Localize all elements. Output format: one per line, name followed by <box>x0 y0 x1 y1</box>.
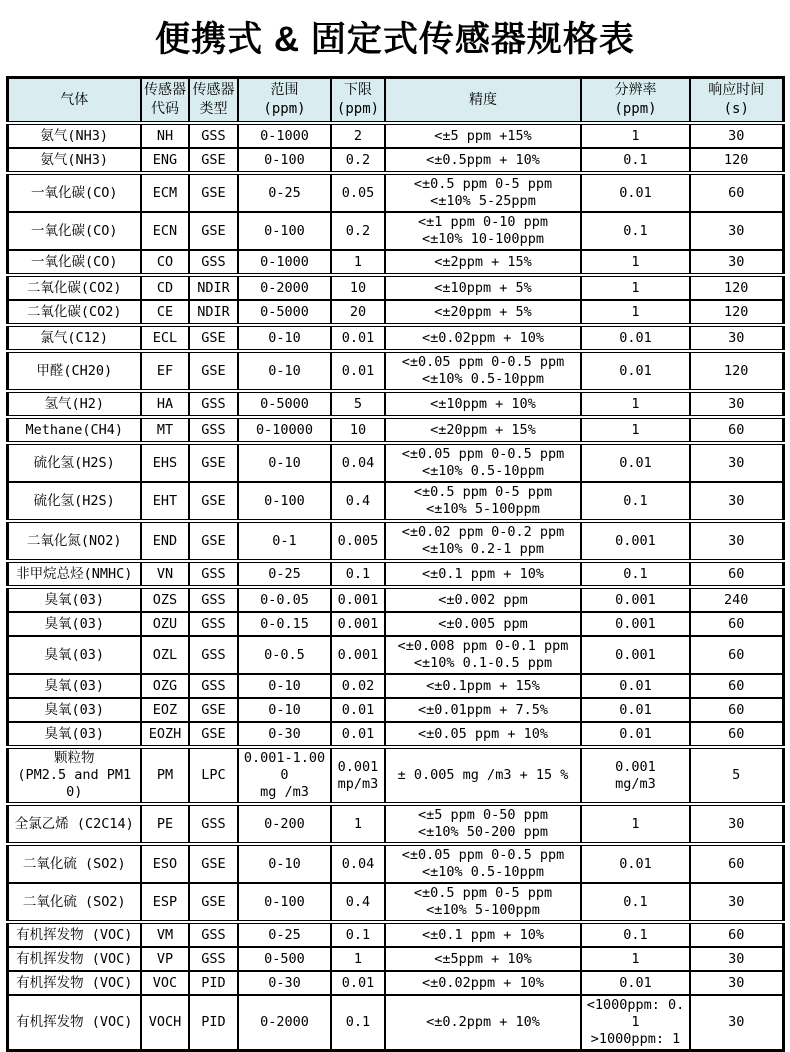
cell-gas: 二氧化硫 (SO2) <box>7 844 141 883</box>
column-header-lower-limit: 下限 (ppm) <box>331 78 385 124</box>
table-row <box>7 561 783 587</box>
cell-accuracy: <±0.2ppm + 10% <box>385 995 581 1051</box>
cell-resolution: 1 <box>581 300 690 325</box>
cell-response-time: 120 <box>690 275 783 300</box>
cell-sensor-type: GSE <box>189 698 238 722</box>
table-row <box>7 722 783 747</box>
cell-resolution: 1 <box>581 417 690 443</box>
cell-lower-limit: 1 <box>331 804 385 844</box>
cell-resolution: 1 <box>581 275 690 300</box>
cell-sensor-code: ECM <box>141 173 189 212</box>
cell-gas: 有机挥发物 (VOC) <box>7 922 141 947</box>
table-row <box>7 947 783 971</box>
table-row <box>7 212 783 250</box>
cell-sensor-code: EHT <box>141 482 189 521</box>
cell-sensor-code: CE <box>141 300 189 325</box>
cell-lower-limit: 0.2 <box>331 212 385 250</box>
cell-response-time: 60 <box>690 844 783 883</box>
cell-sensor-code: ECN <box>141 212 189 250</box>
cell-lower-limit: 0.02 <box>331 674 385 698</box>
cell-sensor-code: EF <box>141 351 189 391</box>
cell-accuracy: <±0.01ppm + 7.5% <box>385 698 581 722</box>
cell-accuracy: <±2ppm + 15% <box>385 250 581 275</box>
cell-response-time: 30 <box>690 325 783 351</box>
cell-sensor-type: GSE <box>189 173 238 212</box>
cell-sensor-type: GSS <box>189 250 238 275</box>
cell-accuracy: <±20ppm + 5% <box>385 300 581 325</box>
cell-accuracy: <±5 ppm +15% <box>385 123 581 148</box>
table-row <box>7 922 783 947</box>
cell-response-time: 30 <box>690 482 783 521</box>
cell-sensor-code: VOCH <box>141 995 189 1051</box>
cell-resolution: 0.1 <box>581 212 690 250</box>
cell-response-time: 120 <box>690 148 783 173</box>
table-row <box>7 674 783 698</box>
column-header-resolution: 分辨率 (ppm) <box>581 78 690 124</box>
cell-range: 0-10 <box>238 698 331 722</box>
cell-lower-limit: 10 <box>331 417 385 443</box>
cell-lower-limit: 0.04 <box>331 443 385 482</box>
cell-accuracy: <±0.005 ppm <box>385 612 581 636</box>
cell-response-time: 5 <box>690 747 783 804</box>
header-row <box>7 78 783 124</box>
cell-range: 0-2000 <box>238 995 331 1051</box>
cell-sensor-code: PE <box>141 804 189 844</box>
cell-accuracy: <±0.5ppm + 10% <box>385 148 581 173</box>
cell-resolution: 0.01 <box>581 351 690 391</box>
cell-accuracy: <±1 ppm 0-10 ppm <±10% 10-100ppm <box>385 212 581 250</box>
cell-gas: 二氧化碳(CO2) <box>7 275 141 300</box>
table-row <box>7 587 783 612</box>
cell-accuracy: <±0.1 ppm + 10% <box>385 561 581 587</box>
table-row <box>7 521 783 561</box>
cell-range: 0-25 <box>238 922 331 947</box>
table-row <box>7 148 783 173</box>
cell-gas: 二氧化氮(NO2) <box>7 521 141 561</box>
cell-response-time: 60 <box>690 674 783 698</box>
cell-accuracy: <±0.05 ppm 0-0.5 ppm <±10% 0.5-10ppm <box>385 844 581 883</box>
cell-accuracy: <±10ppm + 5% <box>385 275 581 300</box>
cell-range: 0-100 <box>238 212 331 250</box>
cell-resolution: <1000ppm: 0.1 >1000ppm: 1 <box>581 995 690 1051</box>
cell-gas: 臭氧(03) <box>7 674 141 698</box>
cell-response-time: 120 <box>690 300 783 325</box>
column-header-sensor-type: 传感器 类型 <box>189 78 238 124</box>
cell-resolution: 0.001 mg/m3 <box>581 747 690 804</box>
cell-resolution: 0.001 <box>581 636 690 674</box>
cell-resolution: 1 <box>581 804 690 844</box>
cell-response-time: 30 <box>690 212 783 250</box>
cell-lower-limit: 0.1 <box>331 922 385 947</box>
cell-resolution: 0.01 <box>581 844 690 883</box>
cell-gas: 臭氧(03) <box>7 722 141 747</box>
cell-gas: 臭氧(03) <box>7 612 141 636</box>
cell-accuracy: ± 0.005 mg /m3 + 15 % <box>385 747 581 804</box>
cell-range: 0-10 <box>238 351 331 391</box>
cell-range: 0-10 <box>238 325 331 351</box>
cell-lower-limit: 1 <box>331 947 385 971</box>
cell-sensor-type: GSE <box>189 148 238 173</box>
cell-lower-limit: 0.01 <box>331 325 385 351</box>
cell-sensor-code: EHS <box>141 443 189 482</box>
cell-resolution: 1 <box>581 391 690 417</box>
cell-lower-limit: 20 <box>331 300 385 325</box>
cell-response-time: 60 <box>690 698 783 722</box>
cell-lower-limit: 0.4 <box>331 883 385 922</box>
cell-sensor-code: OZL <box>141 636 189 674</box>
cell-lower-limit: 2 <box>331 123 385 148</box>
cell-response-time: 30 <box>690 391 783 417</box>
cell-lower-limit: 1 <box>331 250 385 275</box>
cell-response-time: 60 <box>690 173 783 212</box>
cell-sensor-type: GSS <box>189 947 238 971</box>
cell-gas: 有机挥发物 (VOC) <box>7 947 141 971</box>
cell-lower-limit: 0.01 <box>331 971 385 995</box>
cell-range: 0-5000 <box>238 391 331 417</box>
cell-resolution: 0.01 <box>581 674 690 698</box>
cell-resolution: 0.01 <box>581 971 690 995</box>
cell-sensor-type: GSE <box>189 844 238 883</box>
cell-sensor-type: GSS <box>189 612 238 636</box>
cell-response-time: 30 <box>690 123 783 148</box>
cell-gas: 一氧化碳(CO) <box>7 250 141 275</box>
cell-accuracy: <±0.002 ppm <box>385 587 581 612</box>
cell-sensor-type: PID <box>189 971 238 995</box>
cell-sensor-type: GSS <box>189 417 238 443</box>
spec-table <box>6 76 785 1052</box>
cell-gas: 全氯乙烯 (C2C14) <box>7 804 141 844</box>
table-row <box>7 443 783 482</box>
cell-response-time: 30 <box>690 250 783 275</box>
table-row <box>7 173 783 212</box>
table-row <box>7 391 783 417</box>
page-title: 便携式 & 固定式传感器规格表 <box>155 20 635 59</box>
cell-lower-limit: 0.04 <box>331 844 385 883</box>
cell-range: 0-25 <box>238 561 331 587</box>
table-row <box>7 351 783 391</box>
cell-gas: 硫化氢(H2S) <box>7 482 141 521</box>
cell-accuracy: <±5ppm + 10% <box>385 947 581 971</box>
table-row <box>7 698 783 722</box>
cell-resolution: 0.1 <box>581 922 690 947</box>
column-header-sensor-code: 传感器 代码 <box>141 78 189 124</box>
cell-sensor-type: GSE <box>189 722 238 747</box>
cell-lower-limit: 0.001 <box>331 587 385 612</box>
cell-sensor-code: OZG <box>141 674 189 698</box>
cell-range: 0-1000 <box>238 250 331 275</box>
cell-lower-limit: 0.4 <box>331 482 385 521</box>
cell-sensor-type: GSE <box>189 482 238 521</box>
cell-sensor-code: VOC <box>141 971 189 995</box>
cell-lower-limit: 0.05 <box>331 173 385 212</box>
cell-accuracy: <±5 ppm 0-50 ppm <±10% 50-200 ppm <box>385 804 581 844</box>
cell-resolution: 0.001 <box>581 521 690 561</box>
cell-gas: 氨气(NH3) <box>7 148 141 173</box>
cell-response-time: 60 <box>690 612 783 636</box>
table-row <box>7 275 783 300</box>
cell-accuracy: <±0.02ppm + 10% <box>385 325 581 351</box>
cell-range: 0-10 <box>238 443 331 482</box>
cell-gas: 氢气(H2) <box>7 391 141 417</box>
column-header-accuracy: 精度 <box>385 78 581 124</box>
table-row <box>7 123 783 148</box>
cell-gas: Methane(CH4) <box>7 417 141 443</box>
cell-response-time: 30 <box>690 804 783 844</box>
cell-accuracy: <±0.1ppm + 15% <box>385 674 581 698</box>
cell-lower-limit: 0.01 <box>331 722 385 747</box>
cell-sensor-type: GSE <box>189 325 238 351</box>
cell-sensor-code: CD <box>141 275 189 300</box>
cell-response-time: 60 <box>690 722 783 747</box>
cell-accuracy: <±0.05 ppm 0-0.5 ppm <±10% 0.5-10ppm <box>385 351 581 391</box>
cell-resolution: 0.001 <box>581 612 690 636</box>
cell-gas: 氯气(C12) <box>7 325 141 351</box>
cell-resolution: 0.01 <box>581 325 690 351</box>
cell-response-time: 60 <box>690 561 783 587</box>
cell-accuracy: <±0.1 ppm + 10% <box>385 922 581 947</box>
cell-range: 0-10 <box>238 674 331 698</box>
cell-sensor-type: GSE <box>189 212 238 250</box>
cell-sensor-type: GSS <box>189 804 238 844</box>
cell-response-time: 30 <box>690 883 783 922</box>
cell-response-time: 30 <box>690 995 783 1051</box>
cell-lower-limit: 0.005 <box>331 521 385 561</box>
cell-sensor-type: GSS <box>189 636 238 674</box>
cell-range: 0-1 <box>238 521 331 561</box>
cell-sensor-code: ENG <box>141 148 189 173</box>
cell-lower-limit: 0.01 <box>331 351 385 391</box>
table-row <box>7 250 783 275</box>
column-header-response-time: 响应时间 (s) <box>690 78 783 124</box>
cell-sensor-code: EOZ <box>141 698 189 722</box>
cell-response-time: 60 <box>690 417 783 443</box>
table-row <box>7 300 783 325</box>
cell-resolution: 0.01 <box>581 698 690 722</box>
cell-range: 0-30 <box>238 722 331 747</box>
table-row <box>7 482 783 521</box>
cell-lower-limit: 0.001 <box>331 612 385 636</box>
cell-range: 0-10 <box>238 844 331 883</box>
cell-range: 0-0.05 <box>238 587 331 612</box>
cell-resolution: 0.001 <box>581 587 690 612</box>
cell-sensor-code: OZU <box>141 612 189 636</box>
cell-range: 0-25 <box>238 173 331 212</box>
cell-sensor-code: ESO <box>141 844 189 883</box>
column-header-gas: 气体 <box>7 78 141 124</box>
cell-accuracy: <±0.05 ppm 0-0.5 ppm <±10% 0.5-10ppm <box>385 443 581 482</box>
table-row <box>7 804 783 844</box>
cell-range: 0-0.5 <box>238 636 331 674</box>
cell-sensor-type: GSS <box>189 123 238 148</box>
cell-range: 0-0.15 <box>238 612 331 636</box>
cell-resolution: 0.1 <box>581 883 690 922</box>
cell-sensor-type: GSE <box>189 351 238 391</box>
spec-table-body <box>7 123 783 1051</box>
cell-lower-limit: 0.1 <box>331 995 385 1051</box>
cell-gas: 有机挥发物 (VOC) <box>7 971 141 995</box>
cell-accuracy: <±0.5 ppm 0-5 ppm <±10% 5-100ppm <box>385 482 581 521</box>
table-row <box>7 747 783 804</box>
cell-lower-limit: 5 <box>331 391 385 417</box>
cell-gas: 臭氧(03) <box>7 636 141 674</box>
cell-range: 0-500 <box>238 947 331 971</box>
table-row <box>7 636 783 674</box>
cell-lower-limit: 0.001 <box>331 636 385 674</box>
cell-sensor-type: GSS <box>189 674 238 698</box>
cell-response-time: 120 <box>690 351 783 391</box>
cell-resolution: 1 <box>581 123 690 148</box>
cell-sensor-code: VM <box>141 922 189 947</box>
cell-sensor-code: MT <box>141 417 189 443</box>
cell-accuracy: <±0.05 ppm + 10% <box>385 722 581 747</box>
table-row <box>7 844 783 883</box>
cell-gas: 颗粒物 (PM2.5 and PM10) <box>7 747 141 804</box>
cell-lower-limit: 0.1 <box>331 561 385 587</box>
cell-gas: 氨气(NH3) <box>7 123 141 148</box>
cell-lower-limit: 0.01 <box>331 698 385 722</box>
cell-resolution: 0.01 <box>581 173 690 212</box>
cell-range: 0-100 <box>238 482 331 521</box>
table-row <box>7 971 783 995</box>
table-row <box>7 883 783 922</box>
cell-response-time: 60 <box>690 636 783 674</box>
cell-gas: 非甲烷总烃(NMHC) <box>7 561 141 587</box>
cell-gas: 二氧化硫 (SO2) <box>7 883 141 922</box>
cell-sensor-code: OZS <box>141 587 189 612</box>
cell-response-time: 60 <box>690 922 783 947</box>
cell-sensor-type: GSE <box>189 521 238 561</box>
cell-resolution: 1 <box>581 250 690 275</box>
cell-sensor-type: NDIR <box>189 275 238 300</box>
cell-response-time: 30 <box>690 443 783 482</box>
cell-gas: 臭氧(03) <box>7 587 141 612</box>
cell-sensor-code: PM <box>141 747 189 804</box>
cell-range: 0-5000 <box>238 300 331 325</box>
cell-lower-limit: 10 <box>331 275 385 300</box>
cell-sensor-code: EOZH <box>141 722 189 747</box>
cell-range: 0-1000 <box>238 123 331 148</box>
cell-accuracy: <±0.02 ppm 0-0.2 ppm <±10% 0.2-1 ppm <box>385 521 581 561</box>
cell-range: 0-200 <box>238 804 331 844</box>
cell-resolution: 0.01 <box>581 443 690 482</box>
cell-resolution: 0.01 <box>581 722 690 747</box>
table-row <box>7 612 783 636</box>
cell-sensor-type: GSS <box>189 391 238 417</box>
cell-gas: 一氧化碳(CO) <box>7 212 141 250</box>
cell-gas: 甲醛(CH20) <box>7 351 141 391</box>
table-row <box>7 995 783 1051</box>
cell-lower-limit: 0.2 <box>331 148 385 173</box>
cell-sensor-type: GSE <box>189 883 238 922</box>
cell-sensor-code: VN <box>141 561 189 587</box>
cell-range: 0-100 <box>238 883 331 922</box>
cell-accuracy: <±0.008 ppm 0-0.1 ppm <±10% 0.1-0.5 ppm <box>385 636 581 674</box>
cell-sensor-type: NDIR <box>189 300 238 325</box>
cell-sensor-code: CO <box>141 250 189 275</box>
cell-sensor-code: ESP <box>141 883 189 922</box>
cell-sensor-code: VP <box>141 947 189 971</box>
cell-range: 0-30 <box>238 971 331 995</box>
table-row <box>7 417 783 443</box>
cell-resolution: 1 <box>581 947 690 971</box>
cell-range: 0-100 <box>238 148 331 173</box>
cell-sensor-code: NH <box>141 123 189 148</box>
cell-sensor-type: GSS <box>189 561 238 587</box>
cell-sensor-type: GSS <box>189 922 238 947</box>
cell-sensor-type: PID <box>189 995 238 1051</box>
cell-resolution: 0.1 <box>581 148 690 173</box>
cell-range: 0-10000 <box>238 417 331 443</box>
cell-gas: 二氧化碳(CO2) <box>7 300 141 325</box>
cell-range: 0.001-1.000 mg /m3 <box>238 747 331 804</box>
cell-sensor-code: ECL <box>141 325 189 351</box>
cell-sensor-code: HA <box>141 391 189 417</box>
cell-range: 0-2000 <box>238 275 331 300</box>
cell-accuracy: <±20ppm + 15% <box>385 417 581 443</box>
cell-response-time: 30 <box>690 971 783 995</box>
cell-gas: 有机挥发物 (VOC) <box>7 995 141 1051</box>
table-row <box>7 325 783 351</box>
cell-response-time: 240 <box>690 587 783 612</box>
cell-sensor-type: GSE <box>189 443 238 482</box>
cell-accuracy: <±0.02ppm + 10% <box>385 971 581 995</box>
column-header-range: 范围 (ppm) <box>238 78 331 124</box>
cell-sensor-type: LPC <box>189 747 238 804</box>
cell-accuracy: <±10ppm + 10% <box>385 391 581 417</box>
cell-sensor-code: END <box>141 521 189 561</box>
cell-response-time: 30 <box>690 521 783 561</box>
cell-gas: 一氧化碳(CO) <box>7 173 141 212</box>
cell-accuracy: <±0.5 ppm 0-5 ppm <±10% 5-25ppm <box>385 173 581 212</box>
cell-resolution: 0.1 <box>581 482 690 521</box>
cell-lower-limit: 0.001 mp/m3 <box>331 747 385 804</box>
cell-response-time: 30 <box>690 947 783 971</box>
cell-sensor-type: GSS <box>189 587 238 612</box>
cell-accuracy: <±0.5 ppm 0-5 ppm <±10% 5-100ppm <box>385 883 581 922</box>
cell-resolution: 0.1 <box>581 561 690 587</box>
cell-gas: 臭氧(03) <box>7 698 141 722</box>
cell-gas: 硫化氢(H2S) <box>7 443 141 482</box>
